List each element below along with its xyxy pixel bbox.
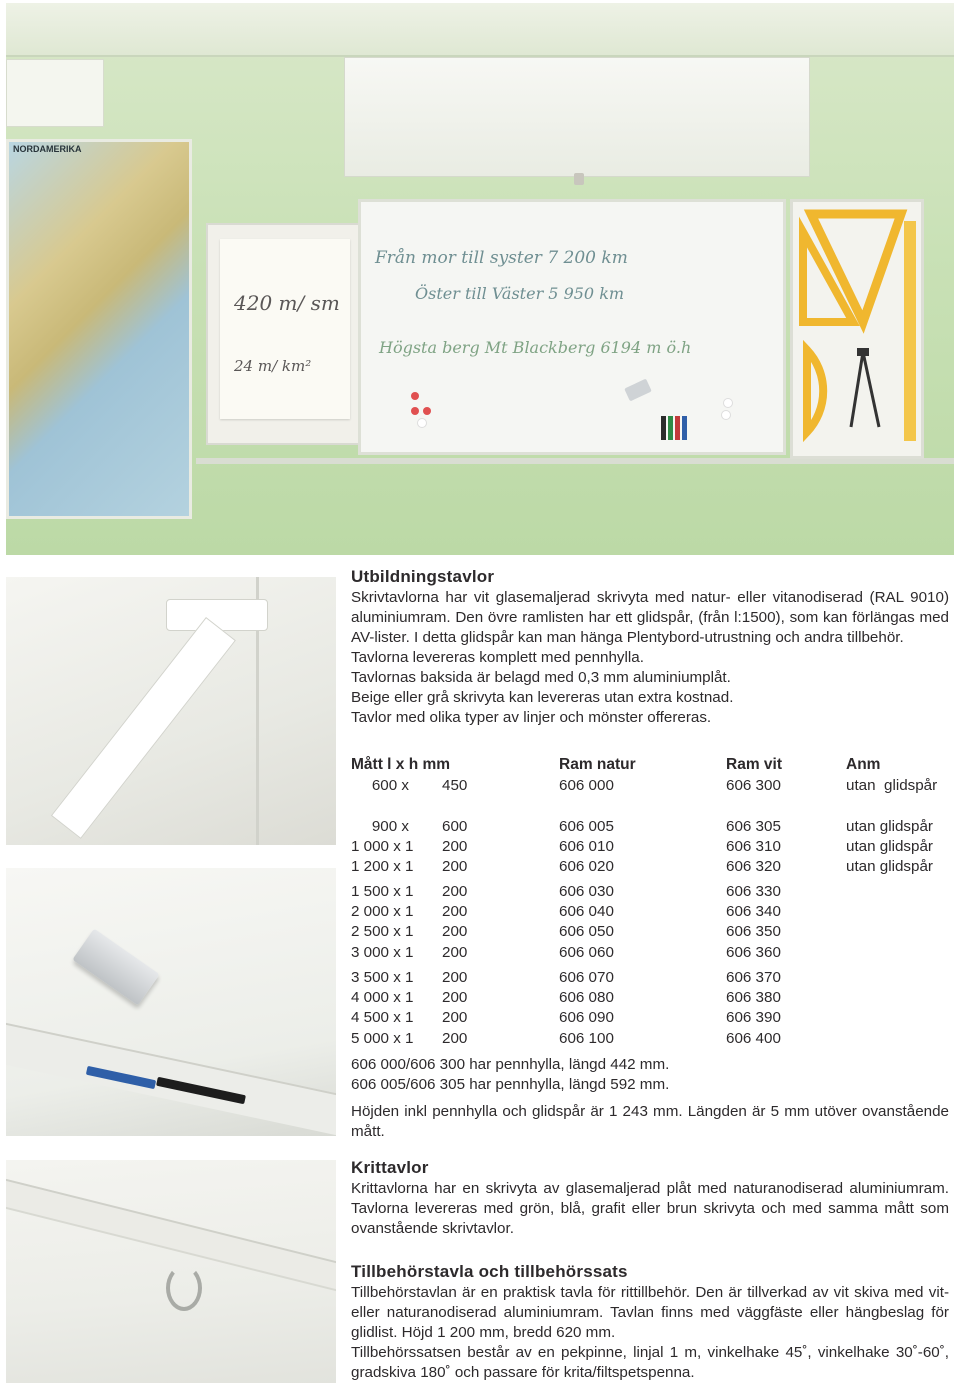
cell-width: 900 x bbox=[371, 818, 409, 835]
table-row bbox=[351, 776, 949, 796]
cell-natur: 606 050 bbox=[559, 923, 614, 940]
classroom-photo bbox=[6, 3, 954, 555]
flipchart-text-1: 420 m/ sm bbox=[234, 291, 340, 315]
cell-width: 2 000 x 1 bbox=[351, 903, 414, 920]
cell-natur: 606 040 bbox=[559, 903, 614, 920]
cell-height: 200 bbox=[442, 989, 468, 1006]
section-body: Tillbehörstavlan är en praktisk tavla för rittillbehör. Den är tillverkad av vit skiva med vit- eller naturanodiserad aluminiumram. Tavlan finns med väggfäste eller hängbeslag för glidlist. Höjd 1 200 mm, bredd 620 mm. bbox=[351, 1284, 949, 1341]
table-row bbox=[351, 837, 949, 857]
cell-width: 1 500 x 1 bbox=[351, 883, 414, 900]
cell-width: 600 x bbox=[371, 777, 409, 794]
eraser-tray-photo bbox=[6, 868, 336, 1136]
cell-height: 200 bbox=[442, 1009, 468, 1026]
cell-width: 3 000 x 1 bbox=[351, 944, 414, 961]
cell-vit: 606 380 bbox=[726, 989, 781, 1006]
whiteboard-text-1: Från mor till syster 7 200 km bbox=[375, 248, 628, 268]
section-body: Krittavlorna har en skrivyta av glasemaljerad plåt med naturanodiserad aluminiumram. Tavlorna levereras med grön, blå, grafit eller brun skrivyta och med samma mått som ovanstående skrivtavlor. bbox=[351, 1180, 949, 1237]
cell-height: 200 bbox=[442, 1030, 468, 1047]
cell-anm: utan glidspår bbox=[846, 818, 933, 835]
eraser-icon bbox=[72, 928, 159, 1005]
cell-width: 1 000 x 1 bbox=[351, 838, 414, 855]
header-natur: Ram natur bbox=[559, 756, 636, 773]
table-row bbox=[351, 922, 949, 942]
whiteboard-text-3: Högsta berg Mt Blackberg 6194 m ö.h bbox=[379, 338, 692, 357]
header-vit: Ram vit bbox=[726, 756, 782, 773]
table-row bbox=[351, 902, 949, 922]
cell-natur: 606 010 bbox=[559, 838, 614, 855]
table-row bbox=[351, 968, 949, 988]
cell-natur: 606 080 bbox=[559, 989, 614, 1006]
ruler bbox=[904, 221, 916, 441]
section-title: Tillbehörstavla och tillbehörssats bbox=[351, 1262, 628, 1281]
cell-width: 4 000 x 1 bbox=[351, 989, 414, 1006]
header-anm: Anm bbox=[846, 756, 881, 773]
header-size: Mått l x h mm bbox=[351, 756, 451, 773]
table-row bbox=[351, 1008, 949, 1028]
pennhylla-note: 606 005/606 305 har pennhylla, längd 592 mm. bbox=[351, 1076, 670, 1093]
cell-anm: utan glidspår bbox=[846, 858, 933, 875]
table-row bbox=[351, 817, 949, 837]
height-note: Höjden inkl pennhylla och glidspår är 1 243 mm. Längden är 5 mm utöver ovanstående mått. bbox=[351, 1103, 949, 1140]
cell-natur: 606 020 bbox=[559, 858, 614, 875]
table-row bbox=[351, 857, 949, 877]
cell-natur: 606 070 bbox=[559, 969, 614, 986]
marker-pens bbox=[661, 416, 689, 440]
cell-vit: 606 310 bbox=[726, 838, 781, 855]
section-utbildningstavlor bbox=[351, 567, 949, 728]
table-row bbox=[351, 1029, 949, 1049]
cell-height: 600 bbox=[442, 818, 468, 835]
flipchart-paper bbox=[220, 239, 350, 419]
cell-natur: 606 005 bbox=[559, 818, 614, 835]
cell-height: 200 bbox=[442, 969, 468, 986]
whiteboard-text-2: Öster till Väster 5 950 km bbox=[415, 284, 625, 303]
cell-height: 200 bbox=[442, 838, 468, 855]
section-body: Tillbehörssatsen består av en pekpinne, linjal 1 m, vinkelhake 45˚, vinkelhake 30˚-60˚, gradskiva 180˚ och passare för krita/filtspetspenna. bbox=[351, 1344, 949, 1381]
section-intro: Skrivtavlorna har vit glasemaljerad skrivyta med natur- eller vitanodiserad (RAL 9010) aluminiumram. Den övre ramlisten har ett glidspår, (från l:1500), som kan förlängas med AV-lister. I detta glidspår kan man hänga Plentybord-utrustning och andra tillbehör. bbox=[351, 589, 949, 646]
section-krittavlor bbox=[351, 1158, 949, 1239]
roller-screen-left bbox=[6, 59, 104, 127]
magnet bbox=[423, 407, 431, 415]
cell-height: 200 bbox=[442, 923, 468, 940]
cell-height: 200 bbox=[442, 858, 468, 875]
cell-vit: 606 350 bbox=[726, 923, 781, 940]
cell-natur: 606 060 bbox=[559, 944, 614, 961]
magnet bbox=[417, 418, 427, 428]
cell-natur: 606 100 bbox=[559, 1030, 614, 1047]
screen-pull-handle bbox=[574, 173, 584, 185]
hook-rail-photo bbox=[6, 1160, 336, 1383]
feature-line: Tavlornas baksida är belagd med 0,3 mm aluminiumplåt. bbox=[351, 669, 731, 686]
table-row bbox=[351, 988, 949, 1008]
wall-map bbox=[6, 139, 192, 519]
table-row bbox=[351, 943, 949, 963]
cell-anm: utan glidspår bbox=[846, 777, 938, 794]
table-header bbox=[351, 755, 949, 775]
cell-height: 200 bbox=[442, 944, 468, 961]
flipchart bbox=[206, 223, 362, 445]
magnet bbox=[411, 392, 419, 400]
roller-screen bbox=[344, 57, 810, 177]
cell-vit: 606 340 bbox=[726, 903, 781, 920]
feature-line: Tavlor med olika typer av linjer och mönster offereras. bbox=[351, 709, 712, 726]
bracket-arm bbox=[51, 617, 236, 839]
cell-vit: 606 320 bbox=[726, 858, 781, 875]
hook-icon bbox=[166, 1265, 202, 1311]
cell-natur: 606 030 bbox=[559, 883, 614, 900]
flipchart-text-2: 24 m/ km² bbox=[234, 357, 312, 375]
cell-vit: 606 330 bbox=[726, 883, 781, 900]
table-row bbox=[351, 882, 949, 902]
magnet bbox=[721, 410, 731, 420]
cell-width: 1 200 x 1 bbox=[351, 858, 414, 875]
section-title: Krittavlor bbox=[351, 1158, 429, 1177]
magnet bbox=[411, 407, 419, 415]
cell-natur: 606 000 bbox=[559, 777, 614, 794]
cell-width: 5 000 x 1 bbox=[351, 1030, 414, 1047]
section-title: Utbildningstavlor bbox=[351, 567, 495, 586]
cell-vit: 606 360 bbox=[726, 944, 781, 961]
cell-width: 3 500 x 1 bbox=[351, 969, 414, 986]
cell-height: 450 bbox=[442, 777, 468, 794]
cell-width: 2 500 x 1 bbox=[351, 923, 414, 940]
height-note-block bbox=[351, 1102, 949, 1142]
cell-height: 200 bbox=[442, 903, 468, 920]
cell-vit: 606 370 bbox=[726, 969, 781, 986]
cell-natur: 606 090 bbox=[559, 1009, 614, 1026]
cell-height: 200 bbox=[442, 883, 468, 900]
whiteboard bbox=[358, 199, 786, 455]
table-notes bbox=[351, 1055, 949, 1095]
section-tillbehor bbox=[351, 1262, 949, 1383]
bracket-photo bbox=[6, 577, 336, 845]
feature-line: Beige eller grå skrivyta kan levereras utan extra kostnad. bbox=[351, 689, 734, 706]
magnet bbox=[723, 398, 733, 408]
drawing-tools-icon bbox=[793, 202, 921, 456]
cell-vit: 606 400 bbox=[726, 1030, 781, 1047]
cell-width: 4 500 x 1 bbox=[351, 1009, 414, 1026]
cell-vit: 606 390 bbox=[726, 1009, 781, 1026]
cell-anm: utan glidspår bbox=[846, 838, 933, 855]
map-title: NORDAMERIKA bbox=[13, 144, 82, 154]
cell-vit: 606 305 bbox=[726, 818, 781, 835]
feature-line: Tavlorna levereras komplett med pennhylla. bbox=[351, 649, 644, 666]
ceiling-molding bbox=[6, 3, 954, 57]
cell-vit: 606 300 bbox=[726, 777, 781, 794]
pennhylla-note: 606 000/606 300 har pennhylla, längd 442 mm. bbox=[351, 1056, 670, 1073]
